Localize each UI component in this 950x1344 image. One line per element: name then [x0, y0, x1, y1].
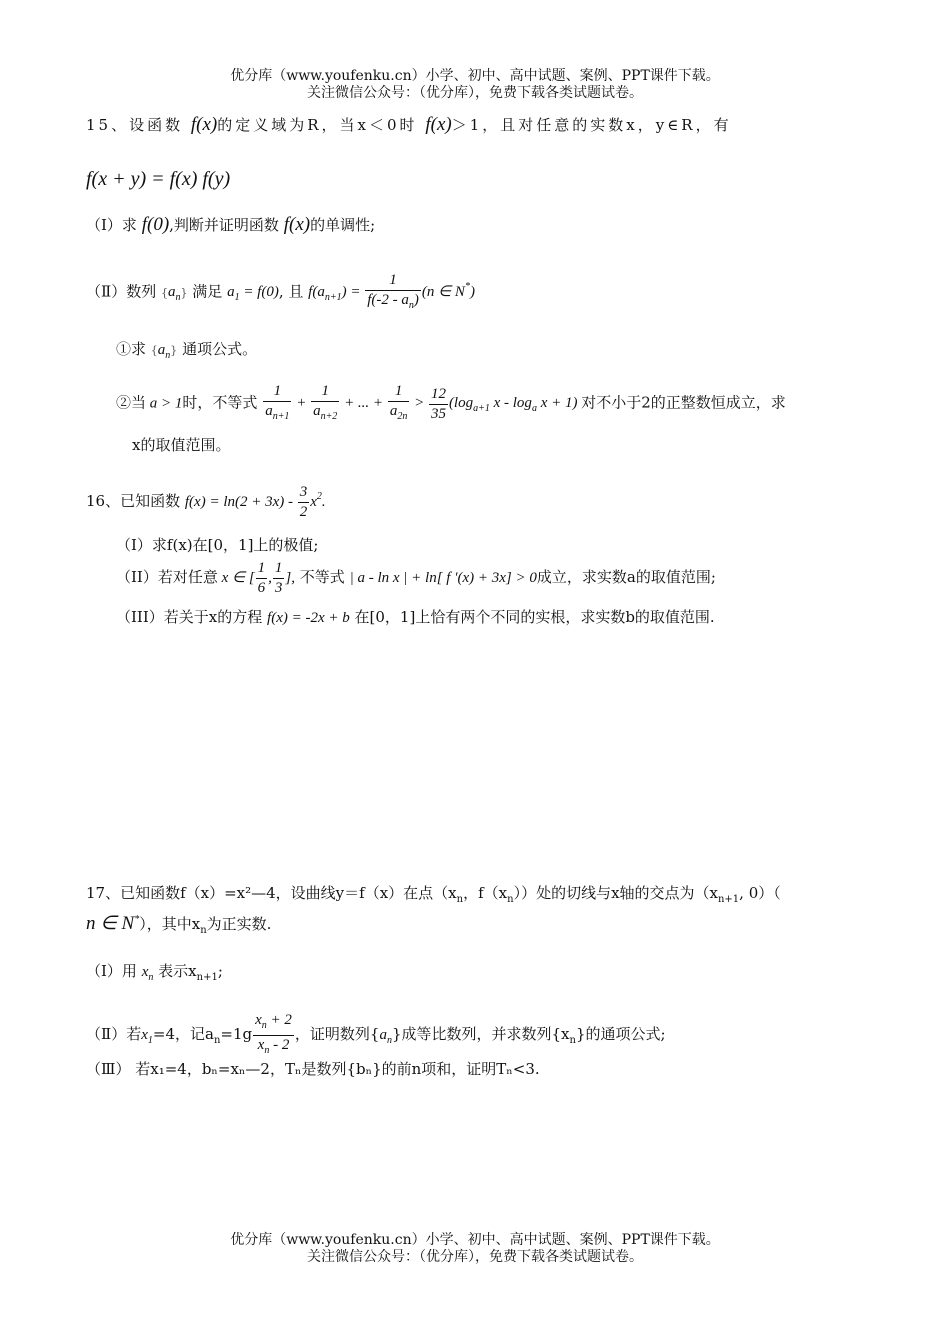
footer-line-1: 优分库（www.youfenku.cn）小学、初中、高中试题、案例、PPT课件下载。 — [230, 1232, 720, 1248]
q15-functional-equation: f(x + y) = f(x) f(y) — [86, 168, 231, 190]
q15-inequality: $\frac{1}{a_{n+1}}$ + $\frac{1}{a_{n+2}}$ + ... + $\frac{1}{a_{2n}}$ > $\frac{12}{35}$ ($\log_{a+1}$ $x - \log_a x + 1$) — [265, 383, 582, 422]
q17-intro-tail: n ∈ N*），其中$x_n$为正实数. — [86, 913, 272, 936]
q17-part-3: （Ⅲ） 若x₁=4，bₙ=xₙ—2，Tₙ是数列{bₙ}的前n项和，证明Tₙ<3. — [86, 1060, 540, 1078]
q15-sub-1: ①求 $\{a_n\}$ 通项公式。 — [116, 340, 258, 361]
q16-inequality: | a - ln x | + ln[ f ′(x) + 3x] > 0 — [349, 569, 537, 586]
q15-part-2: （Ⅱ）数列 $\{a_n\}$ 满足 $a_1 = f(0)$, 且 $f(a_{n+1})$ = $\frac{1}{f(-2 - a_n)}$ (n ∈ N*) — [86, 272, 475, 311]
q16-part-2: （II）若对任意 x ∈ [ $\frac{1}{6}$ , $\frac{1}{3}$ ], 不等式 | a - ln x | + ln[ f ′(x) + 3x] > 0成立，求实数a的取值范围; — [116, 560, 716, 596]
q15-label: 15、设函数 — [86, 116, 184, 134]
footer-line-2: 关注微信公众号：（优分库），免费下载各类试题试卷。 — [307, 1249, 643, 1265]
q15-a-gt-1: a > 1 — [146, 395, 183, 412]
q17-intro: 17、已知函数f（x）=x²—4，设曲线y＝f（x）在点（$x_n$，$f(x_n)$）处的切线与x轴的交点为（$x_{n+1}$, 0）（ — [86, 884, 781, 905]
q16-equation: f(x) = -2x + b — [267, 610, 350, 626]
q15-fx-1: f(x) — [190, 114, 218, 135]
q15-fx-2: f(x) — [425, 114, 452, 135]
q15-seq-an: $a_n$ — [167, 284, 181, 304]
q17-part-1: （Ⅰ）用 $x_n$ 表示$x_{n+1}$; — [86, 962, 223, 983]
q16-part-3: （III）若关于x的方程 f(x) = -2x + b 在[0，1]上恰有两个不同的实根，求实数b的取值范围. — [116, 608, 715, 626]
q15-f0: f(0) — [141, 214, 170, 235]
header-line-2: 关注微信公众号：（优分库），免费下载各类试题试卷。 — [307, 85, 643, 101]
q17-log-fraction: $\frac{x_n + 2}{x_n - 2}$ — [255, 1012, 292, 1056]
q15-intro: 15、设函数 f(x)的定义域为R，当x＜0时 f(x)＞1，且对任意的实数x，y∈R，有 — [86, 114, 732, 135]
q16-part-1: （I）求f(x)在[0，1]上的极值; — [116, 536, 319, 554]
q16-interval: x ∈ [ $\frac{1}{6}$ , $\frac{1}{3}$ ], — [217, 560, 296, 596]
q15-sub-2-tail: x的取值范围。 — [132, 436, 231, 454]
header-line-1: 优分库（www.youfenku.cn）小学、初中、高中试题、案例、PPT课件下载。 — [230, 68, 720, 84]
q17-xn: $x_n$ — [141, 964, 154, 983]
q15-part-1: （Ⅰ）求 f(0),判断并证明函数 f(x)的单调性; — [86, 214, 376, 235]
q15-recurrence: $f(a_{n+1})$ = $\frac{1}{f(-2 - a_n)}$ (n ∈ N*) — [308, 272, 475, 311]
q16-intro: 16、已知函数 f(x) = ln(2 + 3x) - $\frac{3}{2}$ $x^2$. — [86, 484, 326, 520]
q16-function-def: f(x) = ln(2 + 3x) - $\frac{3}{2}$ $x^2$. — [184, 484, 326, 520]
q17-part-2: （Ⅱ）若$x_1=4$，记$a_n=1g$ $\frac{x_n + 2}{x_n - 2}$ ，证明数列$\{a_n\}$成等比数列，并求数列$\{x_n\}$的通项公式; — [86, 1012, 666, 1056]
q15-sub-2: ②当 a > 1时，不等式 $\frac{1}{a_{n+1}}$ + $\frac{1}{a_{n+2}}$ + ... + $\frac{1}{a_{2n}}$ > $\frac{12}{35}$ ($\log_{a+1}$ $x - \log_a x + 1$) 对不小于2的正整数恒成立，求 — [116, 383, 786, 422]
q15-fx-3: f(x) — [283, 214, 311, 235]
q15-a1-eq: $a_1 = f(0)$ — [227, 284, 279, 304]
q17-n-in-nstar: n ∈ N* — [86, 913, 140, 934]
